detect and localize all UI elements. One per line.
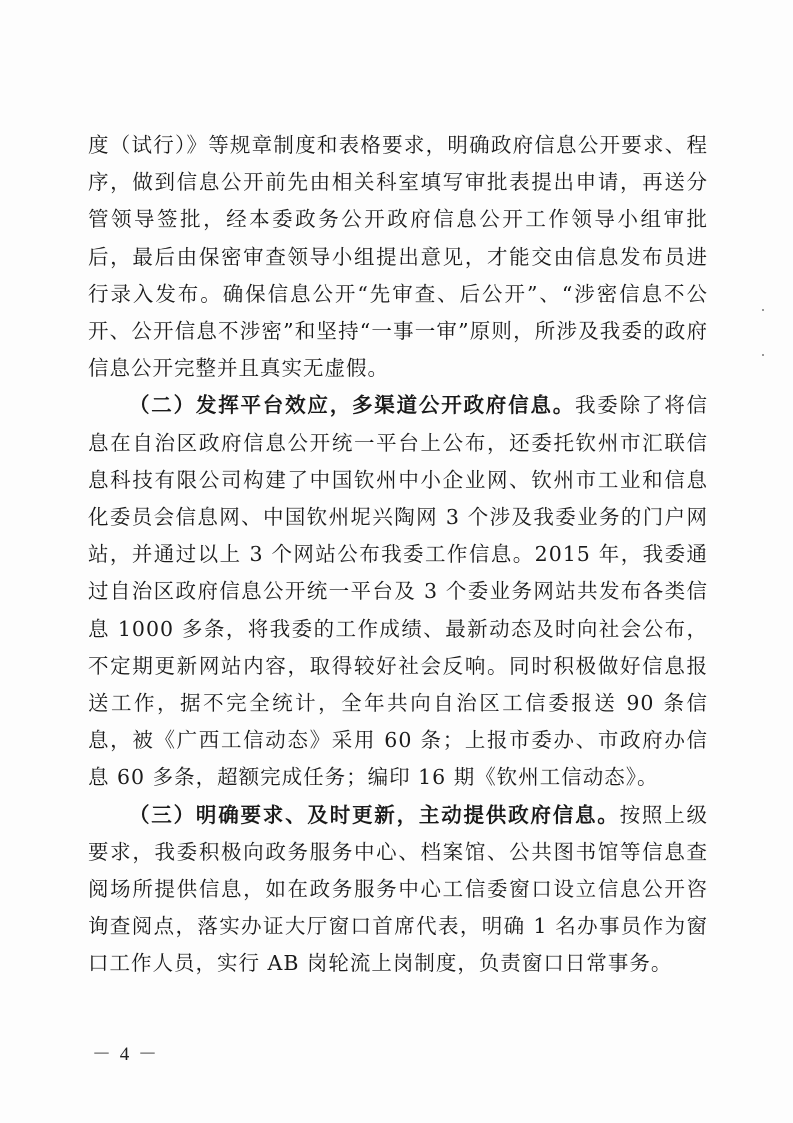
paragraph-continuation (88, 127, 708, 387)
paragraph-text: 按照上级要求，我委积极向政务服务中心、档案馆、公共图书馆等信息查阅场所提供信息，如在政务服务中心工信委窗口设立信息公开咨询查阅点，落实办证大厅窗口首席代表，明确 1 名办事员作为窗口工作人员，实行 AB 岗轮流上岗制度，负责窗口日常事务。 (88, 802, 709, 976)
margin-dot (762, 354, 764, 356)
section-heading: （二）发挥平台效应，多渠道公开政府信息。 (129, 393, 575, 418)
page-number: － 4 － (92, 1044, 160, 1065)
margin-dot (762, 309, 764, 311)
document-body (88, 127, 708, 983)
paragraph-section-3 (88, 797, 708, 983)
paragraph-text: 度（试行）》等规章制度和表格要求，明确政府信息公开要求、程序，做到信息公开前先由相关科室填写审批表提出申请，再送分管领导签批，经本委政务公开政府信息公开工作领导小组审批后，最后由保密审查领导小组提出意见，才能交由信息发布员进行录入发布。确保信息公开“先审查、后公开”、“涉密信息不公开、公开信息不涉密”和坚持“一事一审”原则，所涉及我委的政府信息公开完整并且真实无虚假。 (88, 133, 708, 381)
paragraph-text: 我委除了将信息在自治区政府信息公开统一平台上公布，还委托钦州市汇联信息科技有限公司构建了中国钦州中小企业网、钦州市工业和信息化委员会信息网、中国钦州坭兴陶网 3 个涉及我委业务的门户网站，并通过以上 3 个网站公布我委工作信息。2015 年，我委通过自治区政府信息公开统一平台及 3 个委业务网站共发布各类信息 1000 多条，将我委的工作成绩、最新动态及时向社会公布，不定期更新网站内容，取得较好社会反响。同时积极做好信息报送工作，据不完全统计，全年共向自治区工信委报送 90 条信息，被《广西工信动态》采用 60 条；上报市委办、市政府办信息 60 多条，超额完成任务；编印 16 期《钦州工信动态》。 (88, 393, 708, 790)
section-heading: （三）明确要求、及时更新，主动提供政府信息。 (129, 802, 620, 827)
paragraph-section-2 (88, 387, 708, 796)
